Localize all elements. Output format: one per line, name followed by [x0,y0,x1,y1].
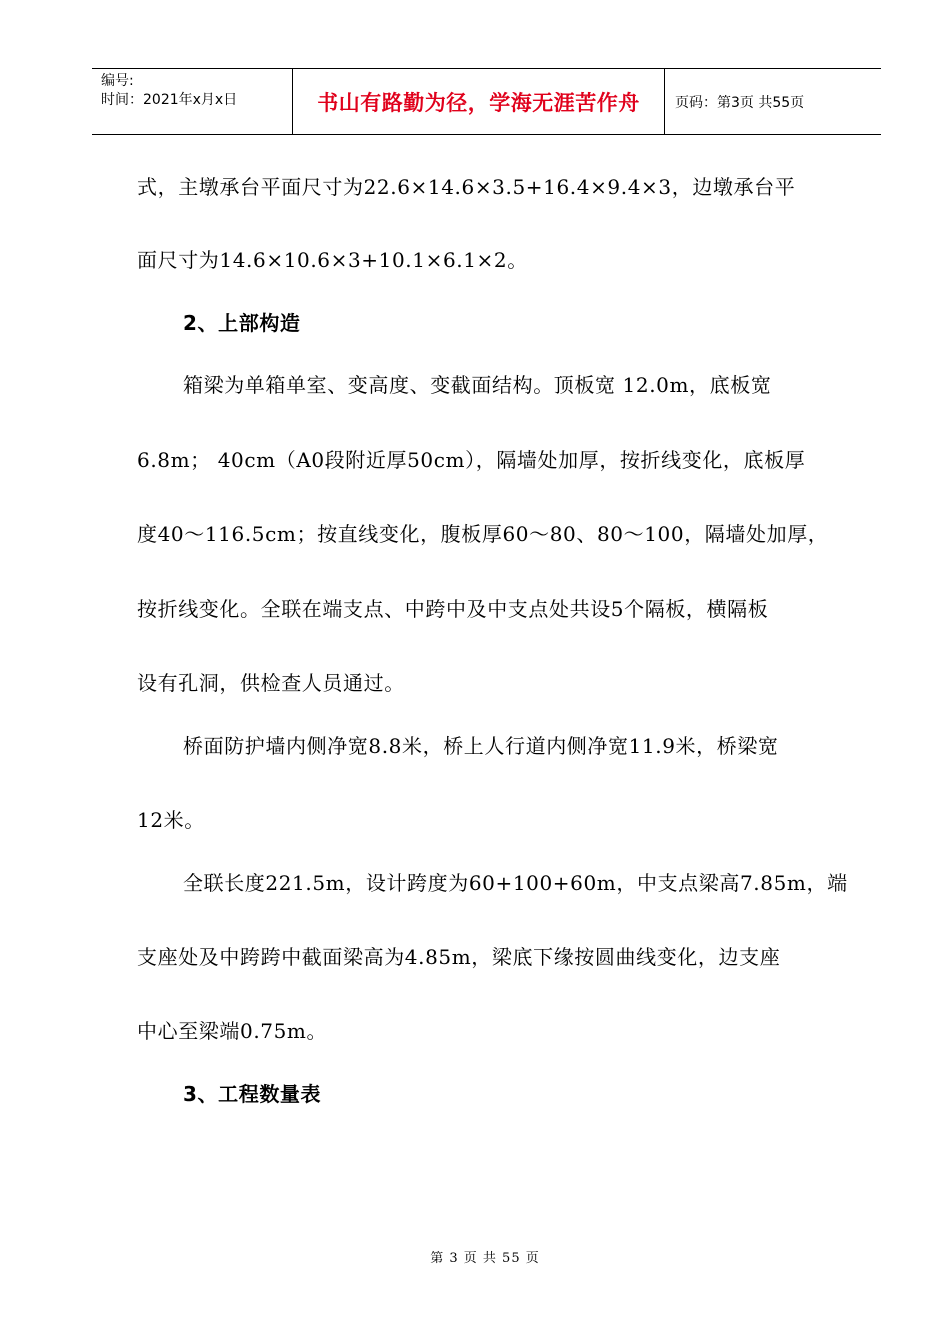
number-label: 编号: [101,73,134,89]
body-line: 度40～116.5cm；按直线变化，腹板厚60～80、80～100，隔墙处加厚， [137,522,829,546]
body-line: 箱梁为单箱单室、变高度、变截面结构。顶板宽 12.0m，底板宽 [183,373,772,397]
page-footer [0,1247,950,1266]
page-header [92,68,881,135]
body-line: 设有孔洞，供检查人员通过。 [137,671,405,695]
header-motto: 书山有路勤为径，学海无涯苦作舟 [293,69,665,134]
body-line: 面尺寸为14.6×10.6×3+10.1×6.1×2。 [137,248,528,272]
body-line: 中心至梁端0.75m。 [137,1019,328,1043]
body-line: 12米。 [137,808,205,832]
header-page-info: 页码：第3页 共55页 [675,94,805,111]
header-meta [92,69,293,134]
time-label: 时间：2021年x月x日 [101,92,238,108]
section-heading-superstructure: 2、上部构造 [183,311,301,335]
body-line: 式，主墩承台平面尺寸为22.6×14.6×3.5+16.4×9.4×3，边墩承台平 [137,175,796,199]
body-line: 6.8m； 40cm（A0段附近厚50cm），隔墙处加厚，按折线变化，底板厚 [137,448,806,472]
body-line: 桥面防护墙内侧净宽8.8米，桥上人行道内侧净宽11.9米，桥梁宽 [183,734,779,758]
section-heading-quantities: 3、工程数量表 [183,1082,322,1106]
body-line: 支座处及中跨跨中截面梁高为4.85m，梁底下缘按圆曲线变化，边支座 [137,945,781,969]
body-line: 全联长度221.5m，设计跨度为60+100+60m，中支点梁高7.85m，端 [183,871,848,895]
body-line: 按折线变化。全联在端支点、中跨中及中支点处共设5个隔板，横隔板 [137,597,769,621]
footer-page-number: 第 3 页 共 55 页 [430,1251,540,1266]
